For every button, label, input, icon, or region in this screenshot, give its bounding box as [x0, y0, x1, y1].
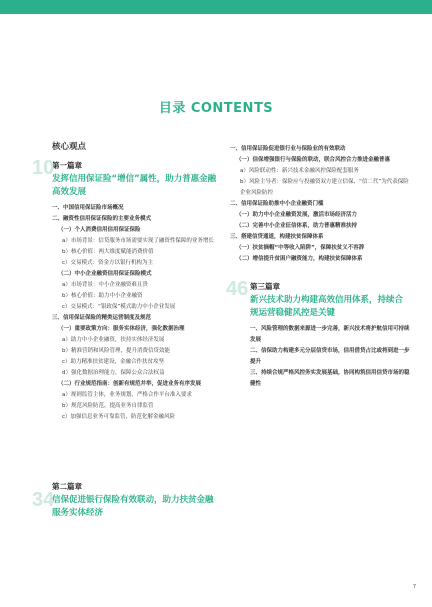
toc-item[interactable]: a）市场背景：信贷服务市场需要实现了融资性保障的业务增长 — [62, 238, 214, 244]
toc-item[interactable]: b）核心价值：助力中小企业融资 — [62, 293, 143, 299]
chapter-3[interactable] — [226, 278, 410, 320]
toc-item[interactable]: （二）中小企业融资信用保证保险模式 — [58, 271, 152, 277]
chapter-1-label: 第一篇章 — [52, 161, 82, 170]
toc-item[interactable]: a）助力中小企业融资，扶持实体经济发展 — [62, 337, 165, 343]
toc-item[interactable]: 一、信用保证险促进银行业与保险业的有效联动 — [230, 146, 346, 152]
toc-item[interactable]: d）强化数据治理能力，保障公众合法权益 — [62, 370, 165, 376]
chapter-1[interactable] — [32, 157, 218, 199]
toc-item[interactable]: （二）完善中小企业征信体系，助力普惠精准扶持 — [236, 223, 358, 229]
toc-item[interactable]: a）风险联动性：新兴技术金融风控保险配套服务 — [240, 168, 359, 174]
chapter-2-label: 第二篇章 — [52, 482, 82, 491]
chapter-3-label: 第三篇章 — [250, 282, 280, 291]
chapter-1-page-number: 10 — [32, 157, 55, 179]
left-column — [32, 140, 218, 524]
toc-item[interactable]: c）交易模式：资金方以银行机构为主 — [62, 260, 154, 266]
toc-item[interactable]: 二、信用保证险助推中小企业融资门槛 — [230, 201, 324, 207]
toc-item[interactable]: 三、搭建信贷通道，构建扶贫保障体系 — [230, 234, 324, 240]
chapter-2-page-number: 34 — [32, 489, 55, 511]
toc-item[interactable]: c）交易模式：“银政保”模式助力中小企业发展 — [62, 304, 176, 310]
toc-item[interactable]: c）加强信息业务可靠监管，防范化解金融风险 — [62, 414, 176, 420]
chapter-2[interactable] — [32, 481, 218, 520]
right-column — [226, 140, 410, 390]
toc-item[interactable]: （一）重要政策方向：服务实体经济，强化数据治理 — [58, 326, 185, 332]
toc-item[interactable]: （一）个人消费信用信用保证保险 — [58, 227, 141, 233]
toc-item[interactable]: a）规则监管主体，业务规划、严格合作平台准入要求 — [62, 392, 192, 398]
toc-item[interactable]: c）助力精准扶贫建设，金融合作扶贫攻坚 — [62, 359, 165, 365]
toc-item[interactable]: a）市场背景：中小企业融资难且贵 — [62, 282, 148, 288]
toc-item[interactable]: （二）行业规范指南：创新有规范并举，促进业务有序发展 — [58, 381, 202, 387]
toc-item[interactable]: 三、信用保证保险的精类运营制度及规范 — [52, 315, 152, 321]
page-title: 目录 CONTENTS — [158, 101, 274, 116]
toc-item[interactable]: （一）扶贫摘帽“中等收入陷阱”，保障扶贫义不容辞 — [236, 245, 365, 251]
chapter-2-toc-list — [230, 144, 410, 265]
toc-item[interactable]: （一）助力中小企业融资发展，激活市场经济活力 — [236, 212, 358, 218]
toc-item[interactable]: 三、持续合规严格风控务实发展基础，协同构筑信用信贷市场的稳健性 — [250, 370, 410, 387]
toc-item[interactable]: b）规范风险防范，提高业务自律监管 — [62, 403, 154, 409]
top-color-bar — [0, 0, 432, 14]
toc-item[interactable]: 二、融资性信用保证保险的主要业务模式 — [52, 216, 152, 222]
toc-item[interactable]: （一）信保增强银行与保险的联动，联合风控合力推进金融普惠 — [236, 157, 391, 163]
toc-item[interactable]: b）精准营销和风险管理，提升消费信贷效能 — [62, 348, 170, 354]
chapter-2-title[interactable]: 信保促进银行保险有效联动，助力扶贫金融服务实体经济 — [52, 495, 214, 518]
chapter-3-title[interactable]: 新兴技术助力构建高效信用体系，持续合规运营稳健风控是关键 — [250, 295, 404, 318]
chapter-1-toc-list — [52, 203, 218, 423]
toc-item[interactable]: （二）增信提升贫困户融资能力，构建扶贫保障体系 — [236, 256, 363, 262]
chapter-3-page-number: 46 — [226, 278, 249, 300]
toc-item[interactable]: b）风险主导者：保险应与投融资双方建立信保、“信二代”为代表保险企业风险防控 — [240, 179, 409, 196]
chapter-1-title[interactable]: 发挥信用保证险“增信”属性，助力普惠金融高效发展 — [52, 174, 217, 197]
toc-item[interactable]: 一、风险管理的数据来源进一步完善，新兴技术将护航信用可持续发展 — [250, 326, 410, 343]
chapter-3-toc-list — [250, 324, 410, 390]
toc-item[interactable]: 二、信保助力构建多元分层信贷市场，信用借贷占比或将到进一步提升 — [250, 348, 410, 365]
toc-item[interactable]: b）核心价值：两大维度赋能消费价值 — [62, 249, 154, 255]
page-number: 7 — [412, 584, 416, 590]
core-viewpoints-label: 核心观点 — [52, 142, 87, 152]
toc-item[interactable]: 一、中国信用保证险市场概况 — [52, 205, 124, 211]
